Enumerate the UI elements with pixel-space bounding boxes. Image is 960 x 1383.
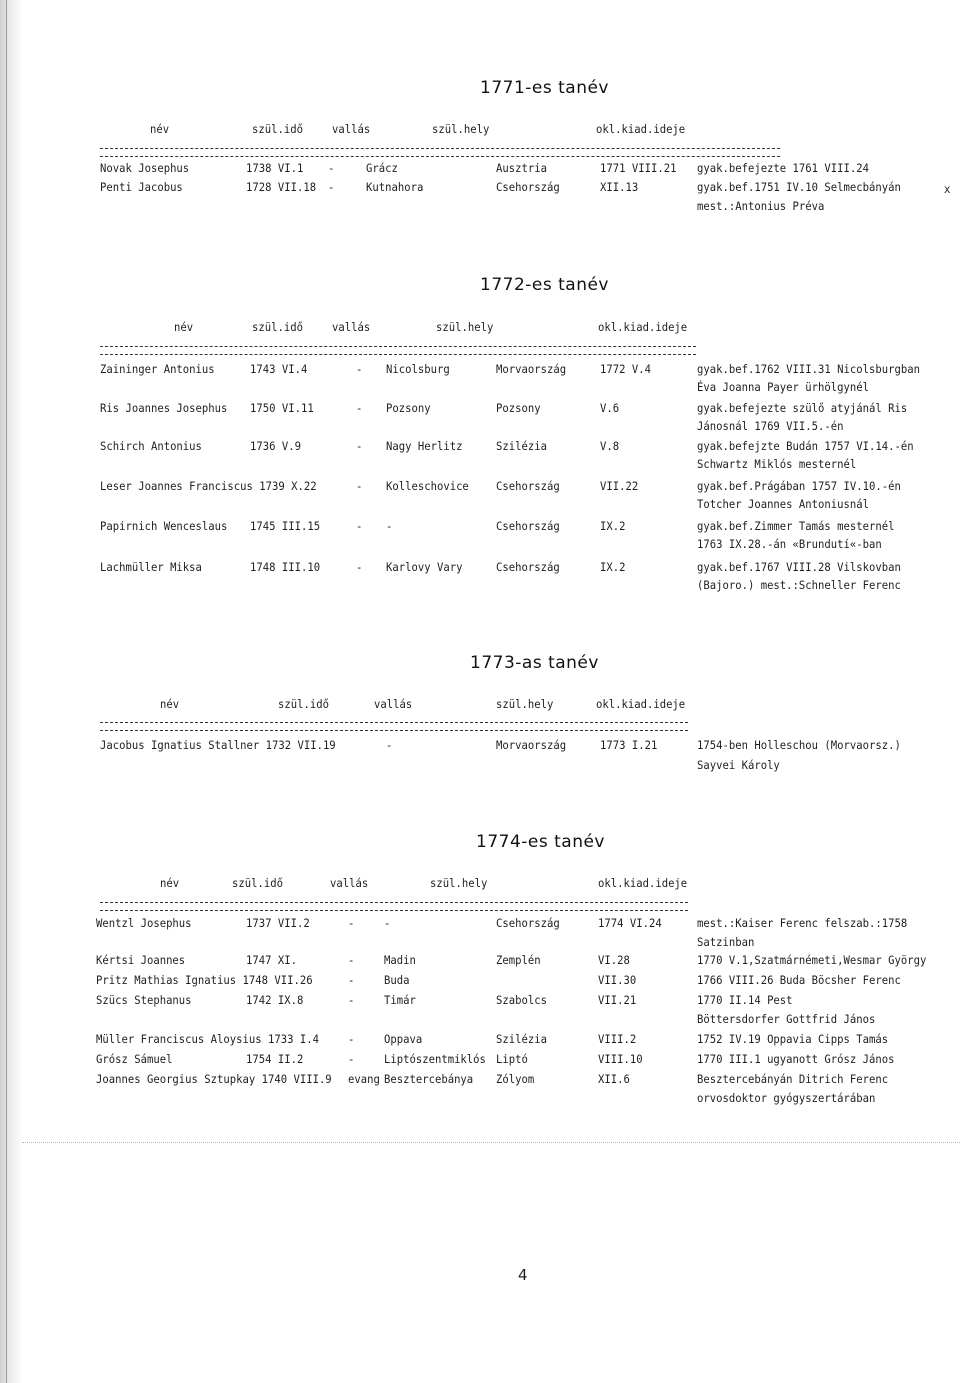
birthplace-cell: - [386, 519, 393, 533]
country-cell: Szabolcs [496, 993, 547, 1007]
birthplace-cell: Nicolsburg [386, 362, 450, 376]
notes-cell: gyak.bef.Prágában 1757 IV.10.-én [697, 479, 901, 493]
birthdate-cell: 1728 VII.18 [246, 180, 317, 194]
birthplace-cell: Besztercebánya [384, 1072, 474, 1086]
notes-cell: gyak.befejezte 1761 VIII.24 [697, 161, 869, 175]
country-cell: Zemplén [496, 953, 541, 967]
name-cell: Kértsi Joannes [96, 953, 186, 967]
section-title: 1774-es tanév [476, 832, 605, 852]
binding-edge [6, 0, 7, 1383]
religion-cell: - [386, 738, 393, 752]
name-cell: Jacobus Ignatius Stallner 1732 VII.19 [100, 738, 336, 752]
notes-cell: 1766 VIII.26 Buda Böcsher Ferenc [697, 973, 901, 987]
issued-cell: V.6 [600, 401, 620, 415]
birthdate-cell: 1754 II.2 [246, 1052, 304, 1066]
column-header: szül.hely [432, 122, 490, 136]
column-header: név [160, 876, 180, 890]
religion-cell: - [348, 953, 355, 967]
issued-cell: 1772 V.4 [600, 362, 651, 376]
birthplace-cell: Buda [384, 973, 410, 987]
issued-cell: 1773 I.21 [600, 738, 658, 752]
religion-cell: evang [348, 1072, 380, 1086]
issued-cell: VII.22 [600, 479, 639, 493]
margin-mark: x [944, 182, 951, 196]
notes-cell: 1770 V.1,Szatmárnémeti,Wesmar György [697, 953, 927, 967]
section-title: 1772-es tanév [480, 275, 609, 295]
name-cell: Müller Franciscus Aloysius 1733 I.4 [96, 1032, 319, 1046]
binding-shadow [0, 0, 22, 1383]
name-cell: Zaininger Antonius [100, 362, 215, 376]
name-cell: Lachmüller Miksa [100, 560, 202, 574]
religion-cell: - [348, 993, 355, 1007]
double-rule [100, 722, 688, 731]
issued-cell: VIII.2 [598, 1032, 637, 1046]
column-header: szül.hely [436, 320, 494, 334]
country-cell: Csehország [496, 479, 560, 493]
notes-cell: gyak.befejzte Budán 1757 VI.14.-én [697, 439, 914, 453]
issued-cell: XII.6 [598, 1072, 630, 1086]
birthdate-cell: 1743 VI.4 [250, 362, 308, 376]
page-number: 4 [518, 1266, 528, 1284]
country-cell: Liptó [496, 1052, 528, 1066]
religion-cell: - [356, 401, 363, 415]
notes-cell: Schwartz Miklós mesternél [697, 457, 857, 471]
column-header: vallás [374, 697, 413, 711]
religion-cell: - [348, 973, 355, 987]
religion-cell: - [356, 439, 363, 453]
issued-cell: VI.28 [598, 953, 630, 967]
birthplace-cell: Nagy Herlitz [386, 439, 463, 453]
religion-cell: - [348, 916, 355, 930]
country-cell: Csehország [496, 560, 560, 574]
column-header: szül.idő [278, 697, 329, 711]
notes-cell: Besztercebányán Ditrich Ferenc [697, 1072, 889, 1086]
country-cell: Morvaország [496, 362, 567, 376]
column-header: vallás [332, 122, 371, 136]
notes-cell: mest.:Antonius Préva [697, 199, 825, 213]
double-rule [100, 148, 780, 157]
notes-cell: 1763 IX.28.-án «Brundutí«-ban [697, 537, 882, 551]
birthplace-cell: - [384, 916, 391, 930]
section-title: 1773-as tanév [470, 653, 599, 673]
name-cell: Novak Josephus [100, 161, 190, 175]
birthplace-cell: Oppava [384, 1032, 423, 1046]
notes-cell: mest.:Kaiser Ferenc felszab.:1758 [697, 916, 908, 930]
fold-line [22, 1142, 960, 1143]
issued-cell: V.8 [600, 439, 620, 453]
notes-cell: 1752 IV.19 Oppavia Cipps Tamás [697, 1032, 889, 1046]
section-title: 1771-es tanév [480, 78, 609, 98]
religion-cell: - [348, 1052, 355, 1066]
notes-cell: gyak.bef.1751 IV.10 Selmecbányán [697, 180, 901, 194]
birthdate-cell: 1747 XI. [246, 953, 297, 967]
birthplace-cell: Grácz [366, 161, 398, 175]
religion-cell: - [356, 479, 363, 493]
name-cell: Schirch Antonius [100, 439, 202, 453]
column-header: szül.idő [252, 122, 303, 136]
country-cell: Zólyom [496, 1072, 535, 1086]
birthdate-cell: 1748 III.10 [250, 560, 321, 574]
double-rule [100, 902, 688, 911]
birthdate-cell: 1742 IX.8 [246, 993, 304, 1007]
notes-cell: (Bajoro.) mest.:Schneller Ferenc [697, 578, 901, 592]
birthdate-cell: 1738 VI.1 [246, 161, 304, 175]
birthplace-cell: Liptószentmiklós [384, 1052, 486, 1066]
issued-cell: IX.2 [600, 560, 626, 574]
column-header: vallás [330, 876, 369, 890]
birthplace-cell: Karlovy Vary [386, 560, 463, 574]
column-header: szül.hely [496, 697, 554, 711]
country-cell: Ausztria [496, 161, 547, 175]
birthdate-cell: 1750 VI.11 [250, 401, 314, 415]
column-header: név [160, 697, 180, 711]
notes-cell: 1770 II.14 Pest [697, 993, 793, 1007]
religion-cell: - [356, 560, 363, 574]
column-header: szül.hely [430, 876, 488, 890]
religion-cell: - [348, 1032, 355, 1046]
country-cell: Csehország [496, 519, 560, 533]
double-rule [100, 346, 696, 355]
birthplace-cell: Madin [384, 953, 416, 967]
name-cell: Pritz Mathias Ignatius 1748 VII.26 [96, 973, 313, 987]
birthplace-cell: Kolleschovice [386, 479, 469, 493]
country-cell: Pozsony [496, 401, 541, 415]
name-cell: Papirnich Wenceslaus [100, 519, 228, 533]
column-header: név [174, 320, 194, 334]
notes-cell: 1754-ben Holleschou (Morvaorsz.) [697, 738, 901, 752]
column-header: okl.kiad.ideje [596, 122, 686, 136]
birthdate-cell: 1737 VII.2 [246, 916, 310, 930]
notes-cell: 1770 III.1 ugyanott Grósz János [697, 1052, 895, 1066]
notes-cell: Böttersdorfer Gottfrid János [697, 1012, 876, 1026]
notes-cell: gyak.bef.Zimmer Tamás mesternél [697, 519, 895, 533]
country-cell: Csehország [496, 180, 560, 194]
notes-cell: gyak.bef.1767 VIII.28 Vilskovban [697, 560, 901, 574]
name-cell: Ris Joannes Josephus [100, 401, 228, 415]
name-cell: Joannes Georgius Sztupkay 1740 VIII.9 [96, 1072, 332, 1086]
birthdate-cell: 1745 III.15 [250, 519, 321, 533]
issued-cell: IX.2 [600, 519, 626, 533]
column-header: szül.idő [232, 876, 283, 890]
column-header: okl.kiad.ideje [598, 876, 688, 890]
name-cell: Penti Jacobus [100, 180, 183, 194]
country-cell: Szilézia [496, 439, 547, 453]
issued-cell: VII.21 [598, 993, 637, 1007]
column-header: név [150, 122, 170, 136]
birthplace-cell: Timár [384, 993, 416, 1007]
notes-cell: Totcher Joannes Antoniusnál [697, 497, 869, 511]
notes-cell: gyak.befejezte szülő atyjánál Ris [697, 401, 908, 415]
religion-cell: - [356, 519, 363, 533]
notes-cell: Sayvei Károly [697, 758, 780, 772]
name-cell: Leser Joannes Franciscus 1739 X.22 [100, 479, 317, 493]
column-header: okl.kiad.ideje [598, 320, 688, 334]
birthdate-cell: 1736 V.9 [250, 439, 301, 453]
country-cell: Szilézia [496, 1032, 547, 1046]
issued-cell: 1771 VIII.21 [600, 161, 677, 175]
column-header: okl.kiad.ideje [596, 697, 686, 711]
religion-cell: - [356, 362, 363, 376]
birthplace-cell: Pozsony [386, 401, 431, 415]
name-cell: Szücs Stephanus [96, 993, 192, 1007]
column-header: vallás [332, 320, 371, 334]
issued-cell: VIII.10 [598, 1052, 643, 1066]
religion-cell: - [328, 180, 335, 194]
name-cell: Grósz Sámuel [96, 1052, 173, 1066]
notes-cell: gyak.bef.1762 VIII.31 Nicolsburgban [697, 362, 920, 376]
name-cell: Wentzl Josephus [96, 916, 192, 930]
issued-cell: 1774 VI.24 [598, 916, 662, 930]
country-cell: Morvaország [496, 738, 567, 752]
notes-cell: orvosdoktor gyógyszertárában [697, 1091, 876, 1105]
issued-cell: VII.30 [598, 973, 637, 987]
notes-cell: Jánosnál 1769 VII.5.-én [697, 419, 844, 433]
column-header: szül.idő [252, 320, 303, 334]
religion-cell: - [328, 161, 335, 175]
country-cell: Csehország [496, 916, 560, 930]
notes-cell: Éva Joanna Payer ürhölgynél [697, 380, 869, 394]
issued-cell: XII.13 [600, 180, 639, 194]
notes-cell: Satzinban [697, 935, 755, 949]
birthplace-cell: Kutnahora [366, 180, 424, 194]
